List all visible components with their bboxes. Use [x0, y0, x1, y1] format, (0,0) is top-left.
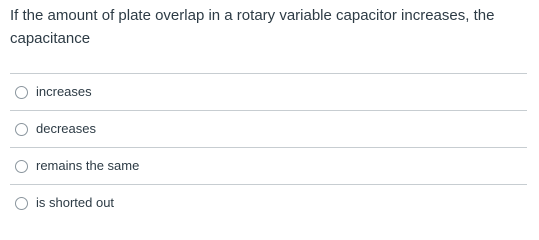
question-text: If the amount of plate overlap in a rotary variable capacitor increases, the capacitance [10, 7, 495, 47]
answer-option-increases[interactable] [10, 73, 527, 110]
answer-list [10, 73, 527, 221]
answer-label: increases [36, 84, 92, 99]
answer-option-is-shorted-out[interactable] [10, 184, 527, 221]
answer-label: decreases [36, 121, 96, 136]
radio-button[interactable] [15, 123, 28, 136]
answer-option-decreases[interactable] [10, 110, 527, 147]
answer-label: is shorted out [36, 195, 115, 210]
radio-button[interactable] [15, 86, 28, 99]
answer-option-remains-the-same[interactable] [10, 147, 527, 184]
radio-button[interactable] [15, 160, 28, 173]
radio-button[interactable] [15, 197, 28, 210]
answer-label: remains the same [36, 158, 140, 173]
